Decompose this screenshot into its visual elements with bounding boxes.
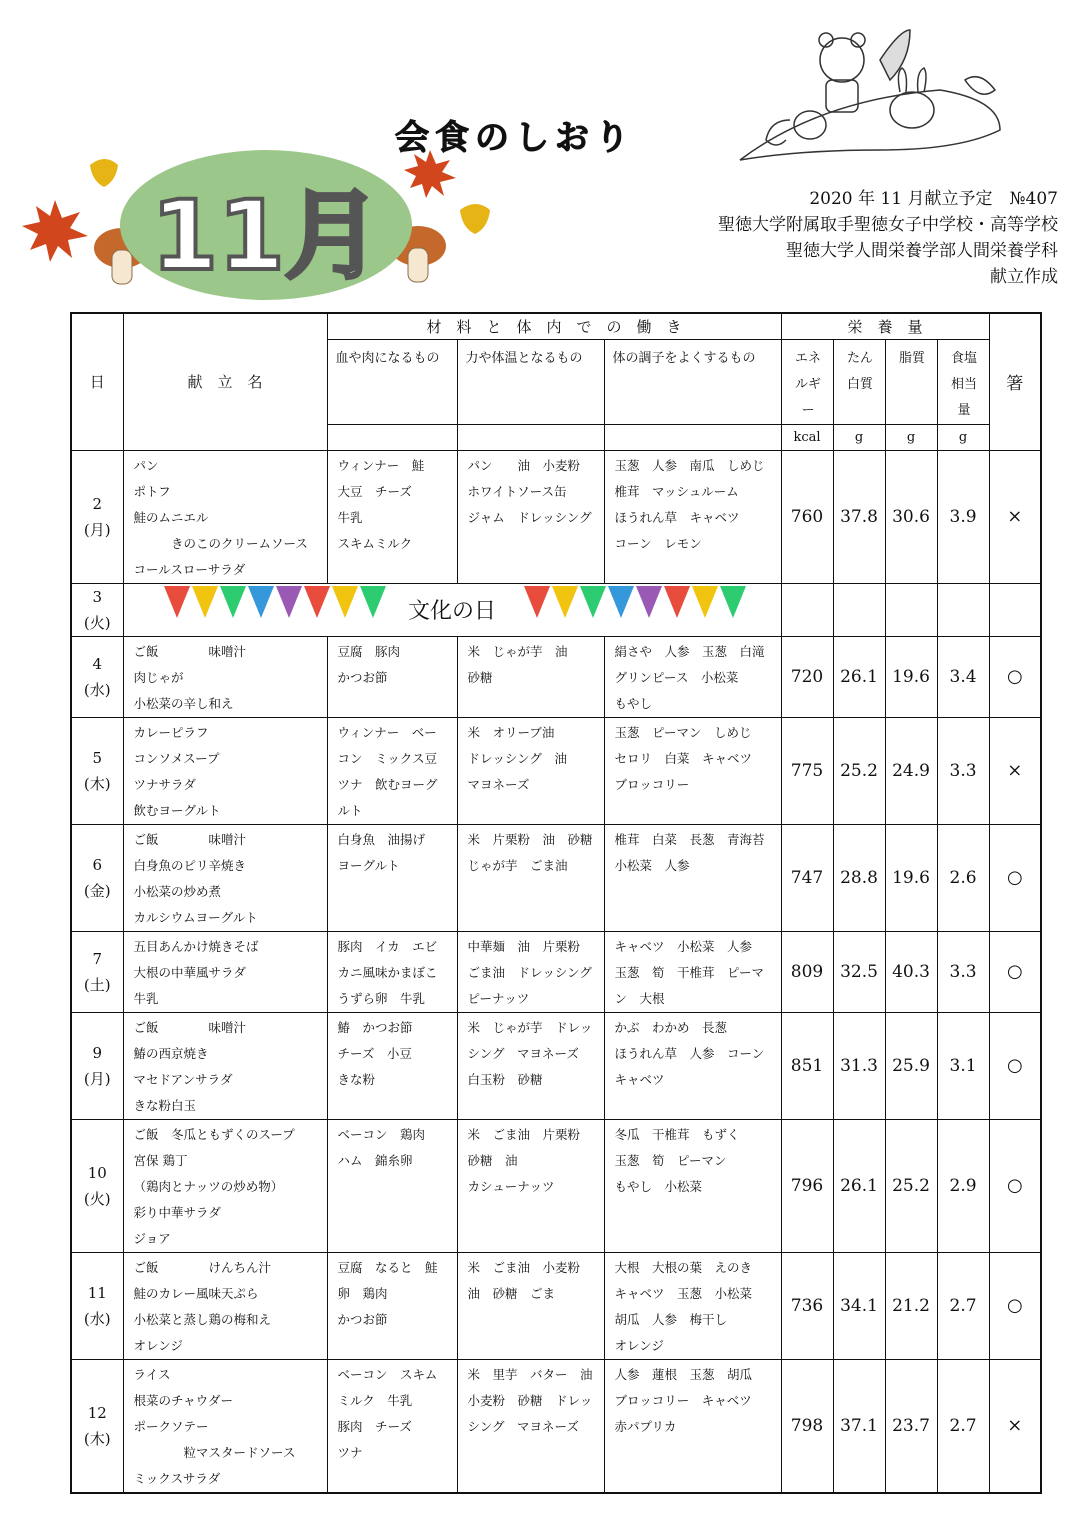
blood-items (327, 636, 457, 717)
regulate-items (604, 1252, 781, 1359)
unit-fat: g (885, 424, 937, 450)
flag-icon (580, 586, 606, 618)
menu-items-line: 鮭のムニエル (133, 509, 209, 525)
energy-src-items-line: 中華麺 油 片栗粉 (467, 938, 581, 954)
regulate-items-line: 椎茸 マッシュルーム (614, 483, 739, 499)
menu-items (123, 636, 327, 717)
menu-items (123, 824, 327, 931)
header-salt: 食塩相当量 (937, 339, 989, 424)
menu-items (123, 931, 327, 1012)
regulate-items-line: 玉葱 筍 干椎茸 ピーマ (614, 964, 765, 980)
flag-icon (304, 586, 330, 618)
fat-value: 30.6 (885, 450, 937, 583)
blood-items-line: 豆腐 豚肉 (337, 643, 401, 659)
fat-value: 21.2 (885, 1252, 937, 1359)
protein-value: 26.1 (833, 636, 885, 717)
regulate-items-line: かぶ わかめ 長葱 (614, 1019, 728, 1035)
weekday: (金) (83, 881, 111, 900)
regulate-items-line: 小松菜 人参 (614, 857, 690, 873)
blood-items-line: ウィンナー 鮭 (337, 457, 425, 473)
bunting-flags-icon (524, 586, 748, 626)
regulate-items (604, 1119, 781, 1252)
header-protein: たん白質 (833, 339, 885, 424)
energy-src-items-line: カシューナッツ (467, 1178, 555, 1194)
fat-value: 25.9 (885, 1012, 937, 1119)
energy-value: 809 (781, 931, 833, 1012)
day-cell (71, 1012, 123, 1119)
menu-table (70, 312, 1042, 1494)
regulate-items-line: 玉葱 ピーマン しめじ (614, 724, 752, 740)
chopsticks-mark: ○ (989, 824, 1041, 931)
day-cell (71, 1119, 123, 1252)
header (0, 0, 1084, 310)
weekday: (火) (83, 1189, 111, 1208)
flag-icon (552, 586, 578, 618)
weekday: (木) (83, 774, 111, 793)
energy-value: 747 (781, 824, 833, 931)
bunting-flags-icon (164, 586, 388, 626)
energy-src-items-line: 米 片栗粉 油 砂糖 (467, 831, 593, 847)
document-info (718, 186, 1058, 290)
day-number: 12 (87, 1403, 107, 1422)
blood-items (327, 1012, 457, 1119)
day-number: 6 (92, 855, 103, 874)
salt-value: 3.4 (937, 636, 989, 717)
protein-value: 25.2 (833, 717, 885, 824)
unit-energy: kcal (781, 424, 833, 450)
flag-icon (636, 586, 662, 618)
regulate-items-line: キャベツ 玉葱 小松菜 (614, 1285, 753, 1301)
menu-items-line: きのこのクリームソース (133, 535, 308, 551)
blood-items-line: ベーコン 鶏肉 (337, 1126, 426, 1142)
menu-items-line: 鰆の西京焼き (133, 1045, 209, 1061)
empty-cell (781, 583, 833, 636)
flag-icon (608, 586, 634, 618)
day-cell (71, 583, 123, 636)
holiday-label: 文化の日 (408, 599, 497, 624)
energy-value: 796 (781, 1119, 833, 1252)
blood-items-line: ミルク 牛乳 (337, 1392, 413, 1408)
blood-items (327, 1359, 457, 1493)
protein-value: 37.8 (833, 450, 885, 583)
regulate-items-line: 玉葱 人参 南瓜 しめじ (614, 457, 765, 473)
blood-items-line: 豚肉 イカ エビ (337, 938, 438, 954)
regulate-items-line: ン 大根 (614, 990, 665, 1006)
protein-value: 32.5 (833, 931, 885, 1012)
menu-items-line: 肉じゃが (133, 669, 184, 685)
header-energy: エネルギー (781, 339, 833, 424)
energy-src-items (457, 450, 604, 583)
salt-value: 3.3 (937, 931, 989, 1012)
regulate-items-line: 玉葱 筍 ピーマン (614, 1152, 727, 1168)
menu-items (123, 1012, 327, 1119)
chopsticks-mark: ○ (989, 1119, 1041, 1252)
menu-items-line: ポークソテー (133, 1418, 209, 1434)
energy-src-items-line: 白玉粉 砂糖 (467, 1071, 543, 1087)
menu-items-line: パン (133, 457, 159, 473)
regulate-items-line: もやし (614, 695, 653, 711)
day-cell (71, 931, 123, 1012)
weekday: (月) (83, 520, 111, 539)
chopsticks-mark: ○ (989, 1012, 1041, 1119)
blood-items-line: ハム 錦糸卵 (337, 1152, 413, 1168)
empty-cell (937, 583, 989, 636)
protein-value: 26.1 (833, 1119, 885, 1252)
menu-items-line: 根菜のチャウダー (133, 1392, 234, 1408)
flag-icon (664, 586, 690, 618)
day-cell (71, 636, 123, 717)
header-fat: 脂質 (885, 339, 937, 424)
header-blood: 血や肉になるもの (327, 339, 457, 424)
menu-items-line: 大根の中華風サラダ (133, 964, 246, 980)
blood-items-line: カニ風味かまぼこ (337, 964, 438, 980)
day-number: 3 (92, 587, 103, 606)
fat-value: 19.6 (885, 636, 937, 717)
flag-icon (720, 586, 746, 618)
header-regulate: 体の調子をよくするもの (604, 339, 781, 424)
energy-src-items-line: 米 じゃが芋 油 (467, 643, 568, 659)
weekday: (木) (83, 1429, 111, 1448)
energy-src-items (457, 931, 604, 1012)
regulate-items (604, 1012, 781, 1119)
day-number: 5 (92, 748, 103, 767)
animals-illustration (740, 30, 1000, 160)
flag-icon (332, 586, 358, 618)
blood-items-line: かつお節 (337, 1311, 388, 1327)
day-cell (71, 824, 123, 931)
weekday: (水) (83, 680, 111, 699)
empty-cell (833, 583, 885, 636)
table-row (71, 824, 1041, 931)
menu-items-line: マセドアンサラダ (133, 1071, 233, 1087)
blood-items-line: 白身魚 油揚げ (337, 831, 426, 847)
chopsticks-mark: ○ (989, 1252, 1041, 1359)
flag-icon (192, 586, 218, 618)
regulate-items-line: 赤パプリカ (614, 1418, 677, 1434)
day-number: 2 (92, 494, 103, 513)
energy-src-items (457, 1119, 604, 1252)
regulate-items-line: グリンピース 小松菜 (614, 669, 739, 685)
energy-src-items-line: じゃが芋 ごま油 (467, 857, 568, 873)
fat-value: 25.2 (885, 1119, 937, 1252)
menu-items-line: コンソメスープ (133, 750, 220, 766)
energy-value: 736 (781, 1252, 833, 1359)
day-number: 7 (92, 949, 103, 968)
fat-value: 19.6 (885, 824, 937, 931)
energy-src-items (457, 824, 604, 931)
unit-salt: g (937, 424, 989, 450)
menu-items (123, 1252, 327, 1359)
day-number: 11 (87, 1283, 107, 1302)
energy-value: 851 (781, 1012, 833, 1119)
chopsticks-mark: ○ (989, 636, 1041, 717)
regulate-items-line: 大根 大根の葉 えのき (614, 1259, 753, 1275)
salt-value: 3.9 (937, 450, 989, 583)
menu-items (123, 450, 327, 583)
blood-items (327, 931, 457, 1012)
menu-items-line: 五目あんかけ焼きそば (133, 938, 259, 954)
salt-value: 2.6 (937, 824, 989, 931)
salt-value: 2.9 (937, 1119, 989, 1252)
header-nutrition: 栄 養 量 (781, 313, 989, 339)
maple-leaf-icon (22, 200, 88, 262)
menu-items-line: 白身魚のピリ辛焼き (133, 857, 247, 873)
menu-items-line: きな粉白玉 (133, 1097, 197, 1113)
energy-value: 720 (781, 636, 833, 717)
blood-items (327, 1252, 457, 1359)
regulate-items-line: オレンジ (614, 1337, 664, 1353)
holiday-banner (123, 583, 781, 636)
blood-items-line: 豚肉 チーズ (337, 1418, 412, 1434)
energy-src-items (457, 1012, 604, 1119)
chopsticks-mark: × (989, 717, 1041, 824)
menu-items-line: 彩り中華サラダ (133, 1204, 221, 1220)
salt-value: 2.7 (937, 1252, 989, 1359)
blood-items-line: かつお節 (337, 669, 388, 685)
energy-value: 798 (781, 1359, 833, 1493)
energy-src-items-line: 小麦粉 砂糖 ドレッ (467, 1392, 593, 1408)
menu-rows (71, 450, 1041, 1493)
flag-icon (524, 586, 550, 618)
table-row (71, 1359, 1041, 1493)
menu-items-line: ご飯 味噌汁 (133, 831, 247, 847)
menu-items (123, 1119, 327, 1252)
energy-value: 775 (781, 717, 833, 824)
regulate-items (604, 824, 781, 931)
regulate-items-line: コーン レモン (614, 535, 702, 551)
energy-src-items-line: 砂糖 油 (467, 1152, 518, 1168)
empty-cell (885, 583, 937, 636)
menu-items-line: 鮭のカレー風味天ぷら (133, 1285, 259, 1301)
menu-items-line: 小松菜の辛し和え (133, 695, 234, 711)
energy-src-items (457, 1252, 604, 1359)
day-number: 10 (87, 1163, 107, 1182)
fat-value: 40.3 (885, 931, 937, 1012)
blood-items-line: チーズ 小豆 (337, 1045, 412, 1061)
flag-icon (248, 586, 274, 618)
energy-src-items (457, 717, 604, 824)
protein-value: 31.3 (833, 1012, 885, 1119)
header-menu: 献 立 名 (123, 313, 327, 450)
blood-items (327, 824, 457, 931)
fat-value: 24.9 (885, 717, 937, 824)
flag-icon (220, 586, 246, 618)
flag-icon (360, 586, 386, 618)
menu-items (123, 717, 327, 824)
energy-src-items-line: 米 ごま油 小麦粉 (467, 1259, 581, 1275)
blood-items-line: ルト (337, 802, 363, 818)
page-title: 会食のしおり (395, 118, 635, 158)
blood-items-line: 牛乳 (337, 509, 363, 525)
blood-items-line: きな粉 (337, 1071, 376, 1087)
info-department: 聖徳大学人間栄養学部人間栄養学科 (786, 241, 1058, 261)
menu-items-line: コールスローサラダ (133, 561, 246, 577)
weekday: (土) (83, 975, 111, 994)
energy-src-items-line: マヨネーズ (467, 776, 530, 792)
flag-icon (692, 586, 718, 618)
blood-items (327, 717, 457, 824)
blood-items-line: ツナ (337, 1444, 363, 1460)
menu-items-line: ご飯 味噌汁 (133, 643, 247, 659)
menu-items-line: カルシウムヨーグルト (133, 909, 258, 925)
energy-src-items-line: 米 じゃが芋 ドレッ (467, 1019, 593, 1035)
month-label: 11月 (151, 180, 381, 292)
menu-items (123, 1359, 327, 1493)
energy-src-items-line: シング マヨネーズ (467, 1045, 579, 1061)
energy-src-items-line: 米 ごま油 片栗粉 (467, 1126, 581, 1142)
energy-src-items-line: ホワイトソース缶 (467, 483, 567, 499)
chopsticks-mark: ○ (989, 931, 1041, 1012)
menu-items-line: オレンジ (133, 1337, 183, 1353)
protein-value: 34.1 (833, 1252, 885, 1359)
regulate-items (604, 636, 781, 717)
empty-cell (989, 583, 1041, 636)
blood-items-line: 豆腐 なると 鮭 (337, 1259, 438, 1275)
day-cell (71, 1359, 123, 1493)
blood-items-line: ツナ 飲むヨーグ (337, 776, 438, 792)
energy-src-items-line: ドレッシング 油 (467, 750, 567, 766)
menu-items-line: 宮保 鶏丁 (133, 1152, 188, 1168)
table-row (71, 450, 1041, 583)
menu-items-line: カレーピラフ (133, 724, 209, 740)
holiday-row (71, 583, 1041, 636)
blood-items-line: ヨーグルト (337, 857, 400, 873)
day-number: 9 (92, 1043, 103, 1062)
menu-items-line: ライス (133, 1366, 171, 1382)
menu-items-line: 飲むヨーグルト (133, 802, 221, 818)
regulate-items-line: もやし 小松菜 (614, 1178, 703, 1194)
energy-src-items-line: ピーナッツ (467, 990, 530, 1006)
day-cell (71, 450, 123, 583)
day-number: 4 (92, 654, 103, 673)
energy-src-items (457, 1359, 604, 1493)
fat-value: 23.7 (885, 1359, 937, 1493)
table-row (71, 636, 1041, 717)
regulate-items (604, 450, 781, 583)
energy-src-items-line: シング マヨネーズ (467, 1418, 579, 1434)
weekday: (火) (83, 613, 111, 632)
regulate-items-line: 人参 蓮根 玉葱 胡瓜 (614, 1366, 753, 1382)
menu-items-line: 粒マスタードソース (133, 1444, 296, 1460)
regulate-items-line: 絹さや 人参 玉葱 白滝 (614, 643, 765, 659)
unit-protein: g (833, 424, 885, 450)
menu-items-line: ご飯 味噌汁 (133, 1019, 247, 1035)
menu-items-line: ミックスサラダ (133, 1470, 221, 1486)
menu-items-line: （鶏肉とナッツの炒め物） (133, 1178, 284, 1194)
info-author: 献立作成 (990, 267, 1058, 287)
blood-items (327, 1119, 457, 1252)
flag-icon (276, 586, 302, 618)
protein-value: 37.1 (833, 1359, 885, 1493)
energy-value: 760 (781, 450, 833, 583)
day-cell (71, 717, 123, 824)
salt-value: 3.3 (937, 717, 989, 824)
info-school: 聖徳大学附属取手聖徳女子中学校・高等学校 (718, 215, 1058, 235)
energy-src-items-line: 米 里芋 バター 油 (467, 1366, 593, 1382)
regulate-items-line: ブロッコリー キャベツ (614, 1392, 752, 1408)
blood-items-line: うずら卵 牛乳 (337, 990, 426, 1006)
day-cell (71, 1252, 123, 1359)
info-menu-number: 2020 年 11 月献立予定 №407 (809, 189, 1058, 209)
blood-items-line: コン ミックス豆 (337, 750, 438, 766)
salt-value: 3.1 (937, 1012, 989, 1119)
blood-items-line: スキムミルク (337, 535, 413, 551)
menu-items-line: ツナサラダ (133, 776, 196, 792)
regulate-items-line: ほうれん草 人参 コーン (614, 1045, 765, 1061)
table-row (71, 1252, 1041, 1359)
energy-src-items (457, 636, 604, 717)
blood-items-line: 鰆 かつお節 (337, 1019, 413, 1035)
regulate-items-line: キャベツ (614, 1071, 665, 1087)
flag-icon (164, 586, 190, 618)
regulate-items-line: 胡瓜 人参 梅干し (614, 1311, 728, 1327)
regulate-items (604, 931, 781, 1012)
energy-src-items-line: ジャム ドレッシング (467, 509, 592, 525)
header-energy-src: 力や体温となるもの (457, 339, 604, 424)
energy-src-items-line: パン 油 小麦粉 (467, 457, 581, 473)
salt-value: 2.7 (937, 1359, 989, 1493)
table-row (71, 717, 1041, 824)
table-row (71, 1012, 1041, 1119)
regulate-items-line: ブロッコリー (614, 776, 690, 792)
regulate-items-line: 椎茸 白菜 長葱 青海苔 (614, 831, 765, 847)
chopsticks-mark: × (989, 1359, 1041, 1493)
protein-value: 28.8 (833, 824, 885, 931)
menu-items-line: ご飯 冬瓜ともずくのスープ (133, 1126, 295, 1142)
energy-src-items-line: 油 砂糖 ごま (467, 1285, 556, 1301)
energy-src-items-line: 砂糖 (467, 669, 493, 685)
table-row (71, 931, 1041, 1012)
blood-items-line: 大豆 チーズ (337, 483, 412, 499)
regulate-items-line: キャベツ 小松菜 人参 (614, 938, 753, 954)
header-ingredients: 材 料 と 体 内 で の 働 き (327, 313, 781, 339)
blood-items-line: ベーコン スキム (337, 1366, 438, 1382)
table-row (71, 1119, 1041, 1252)
energy-src-items-line: 米 オリーブ油 (467, 724, 555, 740)
menu-items-line: 牛乳 (133, 990, 159, 1006)
blood-items (327, 450, 457, 583)
energy-src-items-line: ごま油 ドレッシング (467, 964, 592, 980)
regulate-items (604, 1359, 781, 1493)
regulate-items-line: 冬瓜 干椎茸 もずく (614, 1126, 740, 1142)
menu-items-line: ジョア (133, 1230, 171, 1246)
menu-items-line: 小松菜と蒸し鶏の梅和え (133, 1311, 272, 1327)
blood-items-line: 卵 鶏肉 (337, 1285, 388, 1301)
menu-items-line: ご飯 けんちん汁 (133, 1259, 272, 1275)
regulate-items (604, 717, 781, 824)
regulate-items-line: ほうれん草 キャベツ (614, 509, 740, 525)
blood-items-line: ウィンナー ベー (337, 724, 437, 740)
regulate-items-line: セロリ 白菜 キャベツ (614, 750, 753, 766)
menu-items-line: 小松菜の炒め煮 (133, 883, 222, 899)
chopsticks-mark: × (989, 450, 1041, 583)
weekday: (月) (83, 1069, 111, 1088)
weekday: (水) (83, 1309, 111, 1328)
header-day: 日 (71, 313, 123, 450)
header-chopsticks: 箸 (989, 313, 1041, 450)
menu-items-line: ポトフ (133, 483, 171, 499)
